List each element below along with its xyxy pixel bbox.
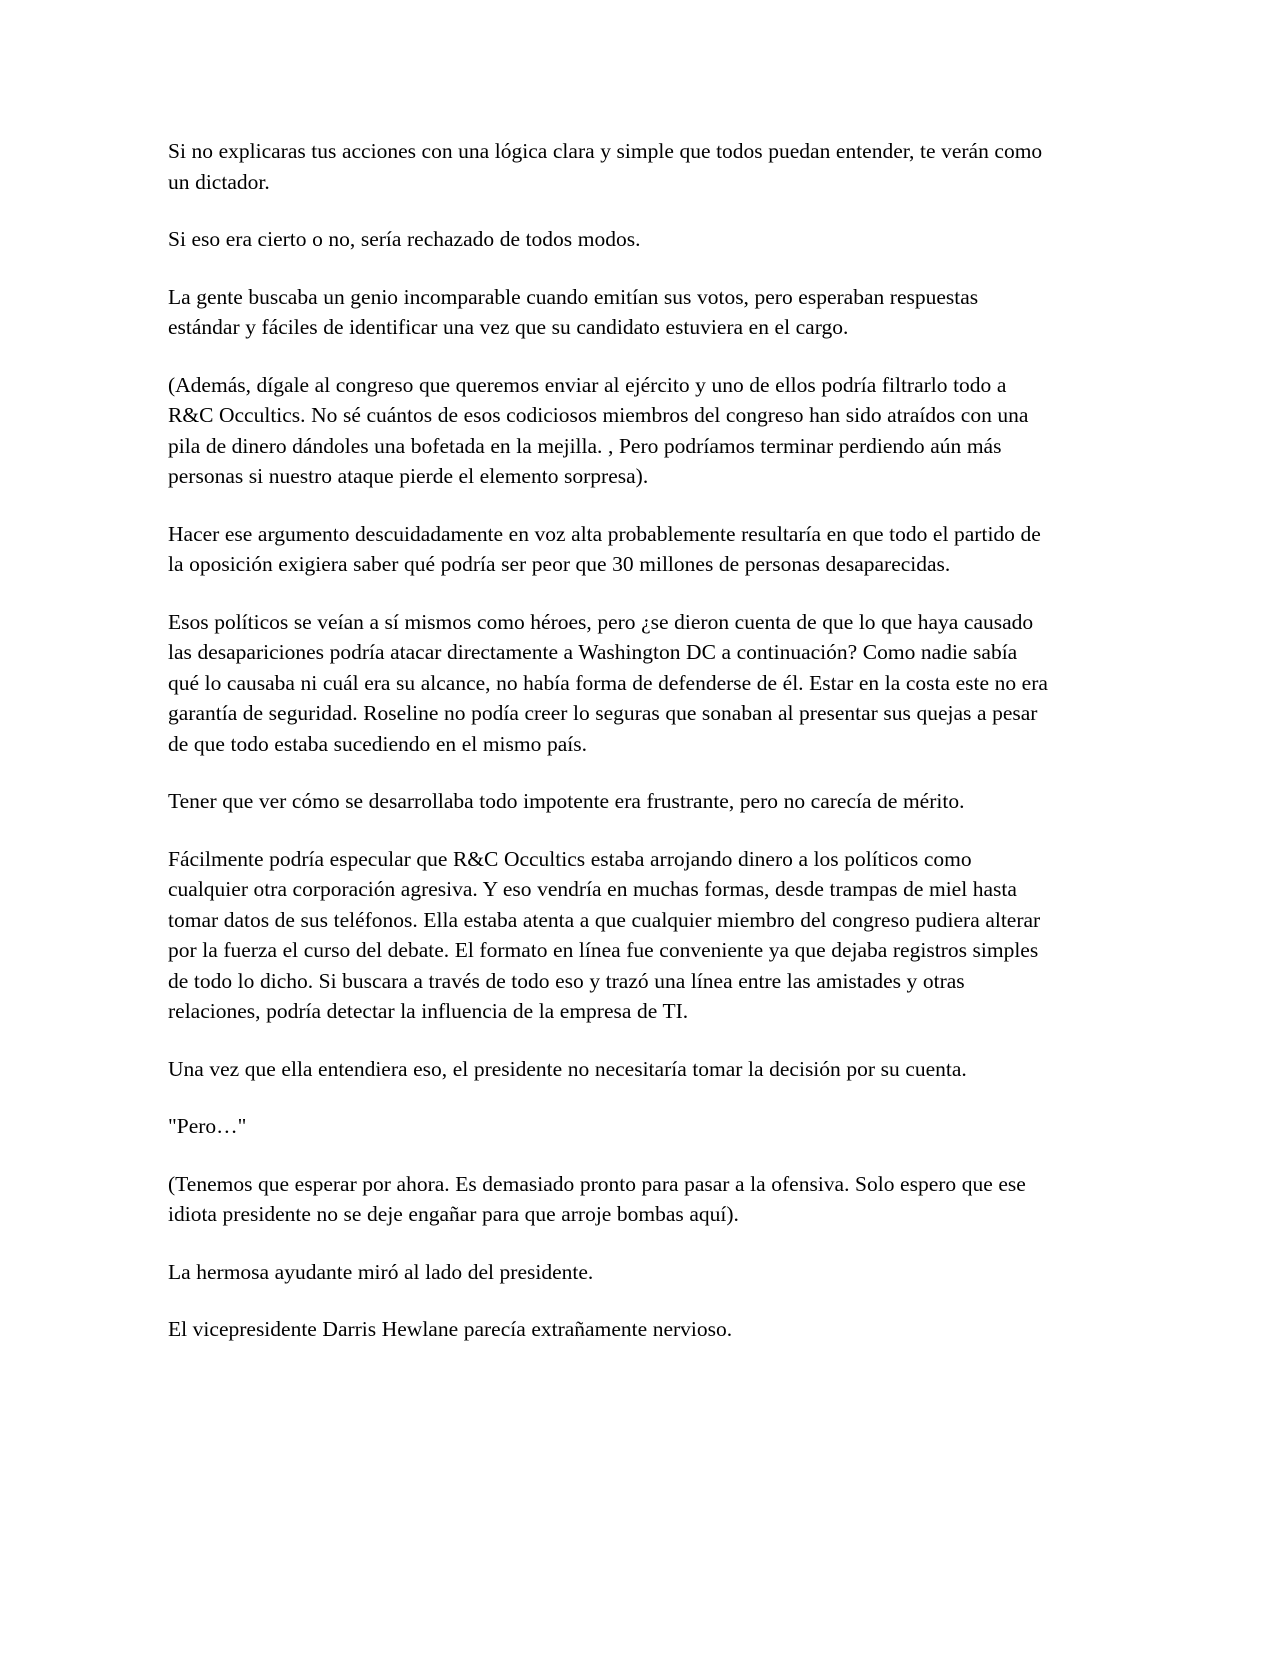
document-body: [168, 136, 1052, 1345]
paragraph: (Tenemos que esperar por ahora. Es demasiado pronto para pasar a la ofensiva. Solo espero que ese idiota presidente no se deje engañar para que arroje bombas aquí).: [168, 1171, 1026, 1227]
paragraph: La hermosa ayudante miró al lado del presidente.: [168, 1259, 594, 1284]
paragraph: Si no explicaras tus acciones con una lógica clara y simple que todos puedan entender, te verán como un dictador.: [168, 139, 1043, 194]
paragraph: Esos políticos se veían a sí mismos como héroes, pero ¿se dieron cuenta de que lo que haya causado las desapariciones podría atacar directamente a Washington DC a continuación? Como nadie sabía qué lo causaba ni cuál era su alcance, no había forma de defenderse de él. Estar en la costa este no era garantía de seguridad. Roseline no podía creer lo seguras que sonaban al presentar sus quejas a pesar de que todo estaba sucediendo en el mismo país.: [168, 609, 1048, 756]
paragraph: (Además, dígale al congreso que queremos enviar al ejército y uno de ellos podría filtrarlo todo a R&C Occultics. No sé cuántos de esos codiciosos miembros del congreso han sido atraídos con una pila de dinero dándoles una bofetada en la mejilla. , Pero podríamos terminar perdiendo aún más personas si nuestro ataque pierde el elemento sorpresa).: [168, 372, 1029, 489]
paragraph: La gente buscaba un genio incomparable cuando emitían sus votos, pero esperaban respuestas estándar y fáciles de identificar una vez que su candidato estuviera en el cargo.: [168, 284, 979, 340]
paragraph: Tener que ver cómo se desarrollaba todo impotente era frustrante, pero no carecía de mérito.: [168, 789, 965, 814]
paragraph: Hacer ese argumento descuidadamente en voz alta probablemente resultaría en que todo el partido de la oposición exigiera saber qué podría ser peor que 30 millones de personas desaparecidas.: [168, 521, 1041, 577]
paragraph: "Pero…": [168, 1114, 247, 1139]
paragraph: El vicepresidente Darris Hewlane parecía extrañamente nervioso.: [168, 1317, 733, 1342]
paragraph: Fácilmente podría especular que R&C Occultics estaba arrojando dinero a los políticos como cualquier otra corporación agresiva. Y eso vendría en muchas formas, desde trampas de miel hasta tomar datos de sus teléfonos. Ella estaba atenta a que cualquier miembro del congreso pudiera alterar por la fuerza el curso del debate. El formato en línea fue conveniente ya que dejaba registros simples de todo lo dicho. Si buscara a través de todo eso y trazó una línea entre las amistades y otras relaciones, podría detectar la influencia de la empresa de TI.: [168, 846, 1041, 1024]
paragraph: Una vez que ella entendiera eso, el presidente no necesitaría tomar la decisión por su cuenta.: [168, 1056, 967, 1081]
paragraph: Si eso era cierto o no, sería rechazado de todos modos.: [168, 227, 641, 252]
